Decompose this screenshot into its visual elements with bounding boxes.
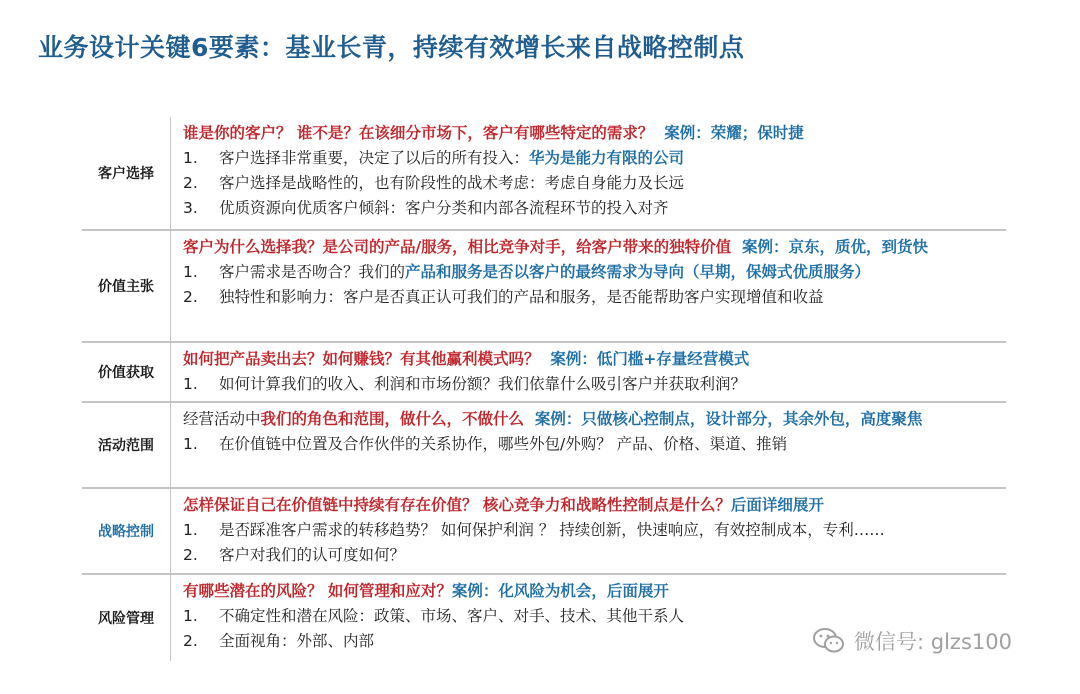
wechat-icon (812, 627, 846, 655)
row-question: 有哪些潜在的风险？ 如何管理和应对？案例：化风险为机会，后面展开 (183, 582, 669, 600)
list-item: 1. 客户需求是否吻合？我们的产品和服务是否以客户的最终需求为导向（早期，保姆式优质服务） (183, 263, 871, 281)
row-label: 客户选择 (82, 117, 171, 229)
row-content (171, 489, 1006, 573)
table-row-value-proposition (82, 231, 1006, 343)
list-item: 1. 在价值链中位置及合作伙伴的关系协作，哪些外包/外购？ 产品、价格、渠道、推销 (183, 435, 788, 453)
list-item: 2. 客户对我们的认可度如何？ (183, 546, 406, 564)
list-item: 1. 客户选择非常重要，决定了以后的所有投入：华为是能力有限的公司 (183, 149, 685, 167)
list-item: 2. 全面视角：外部、内部 (183, 632, 375, 650)
table-row-customer-selection (82, 117, 1006, 231)
row-question: 客户为什么选择我？是公司的产品/服务，相比竞争对手，给客户带来的独特价值 案例：京东，质优，到货快 (183, 238, 928, 256)
list-item: 2. 客户选择是战略性的，也有阶段性的战术考虑：考虑自身能力及长远 (183, 174, 685, 192)
row-question: 谁是你的客户？ 谁不是？在该细分市场下，客户有哪些特定的需求？ 案例：荣耀；保时捷 (183, 124, 804, 142)
row-content (171, 403, 1006, 487)
list-item: 3. 优质资源向优质客户倾斜：客户分类和内部各流程环节的投入对齐 (183, 199, 669, 217)
row-label: 战略控制 (82, 489, 171, 573)
row-content (171, 343, 1006, 401)
watermark-text: 微信号: glzs100 (854, 630, 1012, 654)
row-label: 风险管理 (82, 575, 171, 661)
wechat-watermark (812, 626, 1012, 656)
table-row-strategic-control (82, 489, 1006, 575)
row-label: 活动范围 (82, 403, 171, 487)
elements-table (82, 117, 1006, 661)
list-item: 2. 独特性和影响力：客户是否真正认可我们的产品和服务，是否能帮助客户实现增值和收益 (183, 288, 824, 306)
row-content (171, 117, 1006, 229)
table-row-activity-scope (82, 403, 1006, 489)
row-label: 价值主张 (82, 231, 171, 341)
list-item: 1. 如何计算我们的收入、利润和市场份额？我们依靠什么吸引客户并获取利润？ (183, 375, 747, 393)
row-question: 如何把产品卖出去？如何赚钱？有其他赢利模式吗？ 案例：低门槛+存量经营模式 (183, 350, 750, 368)
list-item: 1. 不确定性和潜在风险：政策、市场、客户、对手、技术、其他干系人 (183, 607, 685, 625)
row-label: 价值获取 (82, 343, 171, 401)
row-content (171, 231, 1006, 341)
table-row-value-capture (82, 343, 1006, 403)
row-question: 经营活动中我们的角色和范围，做什么，不做什么 案例：只做核心控制点，设计部分，其余外包，高度聚焦 (183, 410, 923, 428)
list-item: 1. 是否踩准客户需求的转移趋势？ 如何保护利润 ？ 持续创新，快速响应，有效控制成本，专利…… (183, 521, 885, 539)
page-title: 业务设计关键6要素：基业长青，持续有效增长来自战略控制点 (38, 33, 745, 62)
row-question: 怎样保证自己在价值链中持续有存在价值？ 核心竞争力和战略性控制点是什么？后面详细展开 (183, 496, 824, 514)
